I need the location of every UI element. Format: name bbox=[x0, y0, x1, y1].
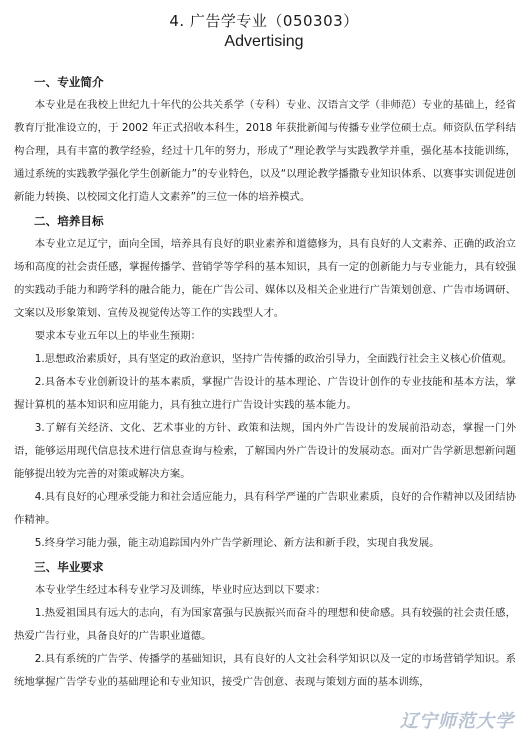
list-item: 1.思想政治素质好，具有坚定的政治意识，坚持广告传播的政治引导力，全面践行社会主义核心价值观。 bbox=[34, 353, 513, 365]
section-heading-requirements: 三、毕业要求 bbox=[34, 560, 104, 574]
list-item: 3.了解有关经济、文化、艺术事业的方针、政策和法规，国内外广告设计的发展前沿动态，掌握一门外语，能够运用现代信息技术进行信息查询与检索，了解国内外广告设计的发展动态。面对广告学新思想新问题能够提出较为完善的对策或解决方案。 bbox=[14, 422, 516, 480]
list-item: 2.具备本专业创新设计的基本素质，掌握广告设计的基本理论、广告设计创作的专业技能和基本方法，掌握计算机的基本知识和应用能力，具有独立进行广告设计实践的基本能力。 bbox=[14, 376, 516, 411]
document-title-english: Advertising bbox=[224, 33, 304, 50]
paragraph: 本专业学生经过本科专业学习及训练，毕业时应达到以下要求： bbox=[34, 584, 326, 596]
list-item: 1.热爱祖国具有远大的志向，有为国家富强与民族振兴而奋斗的理想和使命感。具有较强的社会责任感，热爱广告行业，具备良好的广告职业道德。 bbox=[14, 607, 516, 642]
list-item: 4.具有良好的心理承受能力和社会适应能力，具有科学严谨的广告职业素质，良好的合作精神以及团结协作精神。 bbox=[14, 491, 516, 526]
section-heading-goals: 二、培养目标 bbox=[34, 214, 104, 228]
document-title-chinese: 4. 广告学专业（050303） bbox=[169, 12, 359, 30]
paragraph: 要求本专业五年以上的毕业生预期： bbox=[34, 330, 202, 342]
list-item: 5.终身学习能力强，能主动追踪国内外广告学新理论、新方法和新手段，实现自我发展。 bbox=[34, 537, 440, 549]
list-item: 2.具有系统的广告学、传播学的基础知识，具有良好的人文社会科学知识以及一定的市场营销学知识。系统地掌握广告学专业的基础理论和专业知识，接受广告创意、表现与策划方面的基本训练， bbox=[14, 653, 516, 688]
paragraph: 本专业是在我校上世纪九十年代的公共关系学（专科）专业、汉语言文学（非师范）专业的基础上，经省教育厅批准设立的，于 2002 年正式招收本科生，2018 年获批新闻与传播专业学位硕士点。师资队伍学科结构合理，具有丰富的教学经验，经过十几年的努力，形成了“理论教学与实践教学并重，强化基本技能训练，通过系统的实践教学强化学生创新能力”的专业特色，以及“以理论教学播撒专业知识体系、以赛事实训促进创新能力转换、以校园文化打造人文素养”的三位一体的培养模式。 bbox=[14, 99, 516, 203]
paragraph: 本专业立足辽宁，面向全国，培养具有良好的职业素养和道德修为，具有良好的人文素养、正确的政治立场和高度的社会责任感，掌握传播学、营销学等学科的基本知识，具有一定的创新能力与专业能力，具有较强的实践动手能力和跨学科的融合能力，能在广告公司、媒体以及相关企业进行广告策划创意、广告市场调研、文案以及形象策划、宣传及视觉传达等工作的实践型人才。 bbox=[14, 238, 516, 319]
watermark: 辽宁师范大学 bbox=[400, 711, 514, 732]
document-body bbox=[14, 70, 516, 694]
section-heading-intro: 一、专业简介 bbox=[34, 75, 104, 89]
